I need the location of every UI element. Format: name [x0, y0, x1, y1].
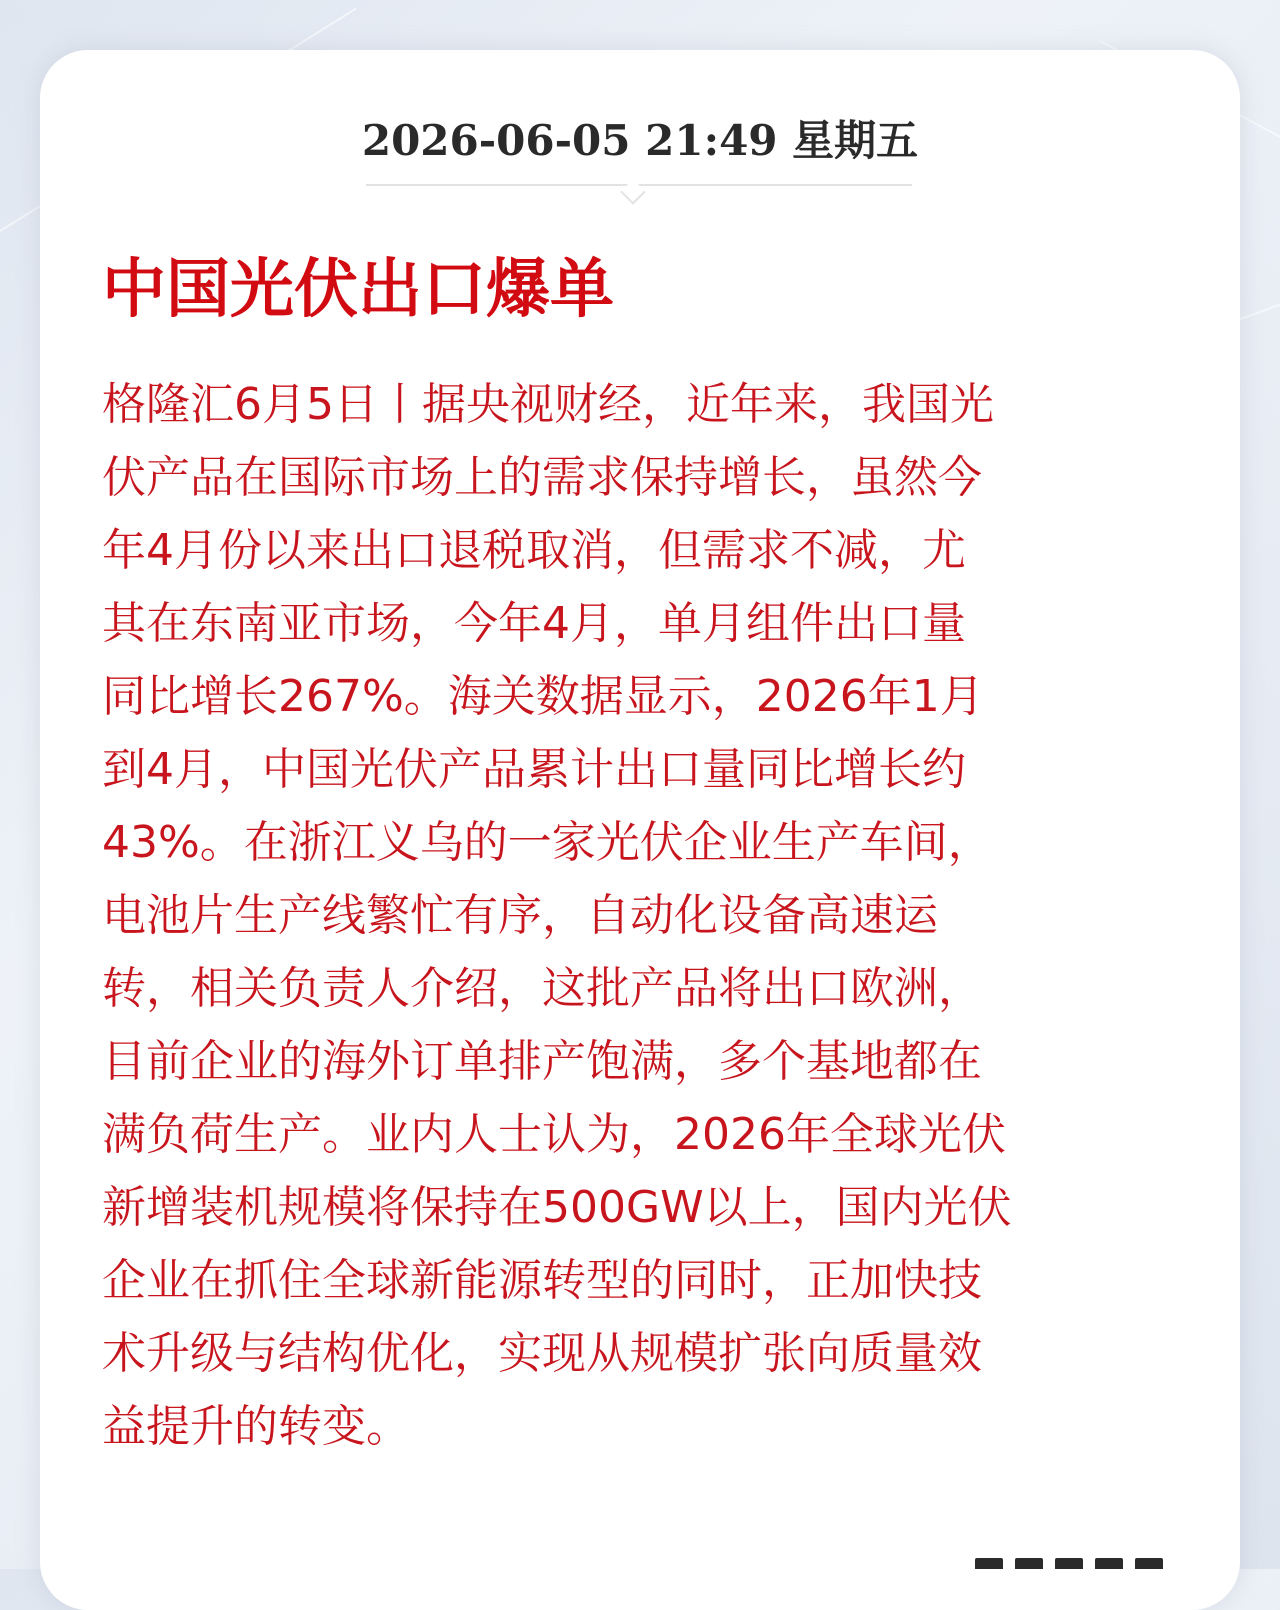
article-title: 中国光伏出口爆单 — [102, 252, 614, 327]
article-body-line: 43%。在浙江义乌的一家光伏企业生产车间， — [102, 817, 992, 868]
article-body-line: 格隆汇6月5日丨据央视财经，近年来，我国光 — [102, 379, 994, 430]
article-body-line: 其在东南亚市场，今年4月，单月组件出口量 — [102, 598, 966, 649]
article-body-line: 目前企业的海外订单排产饱满，多个基地都在 — [102, 1036, 982, 1087]
article-body-line: 转，相关负责人介绍，这批产品将出口欧洲， — [102, 963, 982, 1014]
article-body-line: 到4月，中国光伏产品累计出口量同比增长约 — [102, 744, 966, 795]
article-body-line: 同比增长267%。海关数据显示，2026年1月 — [102, 671, 984, 722]
article-body-line: 满负荷生产。业内人士认为，2026年全球光伏 — [102, 1109, 1006, 1160]
article-body-line: 企业在抓住全球新能源转型的同时，正加快技 — [102, 1255, 982, 1306]
article-body-line: 电池片生产线繁忙有序，自动化设备高速运 — [102, 890, 938, 941]
article-body-line: 年4月份以来出口退税取消，但需求不减，尤 — [102, 525, 966, 576]
publish-datetime: 2026-06-05 21:49 星期五 — [361, 116, 919, 165]
article-body-line: 益提升的转变。 — [102, 1401, 410, 1452]
brand-logo-partial — [975, 1552, 1175, 1569]
article-body — [102, 368, 1162, 1463]
article-body-line: 术升级与结构优化，实现从规模扩张向质量效 — [102, 1328, 982, 1379]
article-body-line: 伏产品在国际市场上的需求保持增长，虽然今 — [102, 452, 982, 503]
article-body-line: 新增装机规模将保持在500GW以上，国内光伏 — [102, 1182, 1012, 1233]
